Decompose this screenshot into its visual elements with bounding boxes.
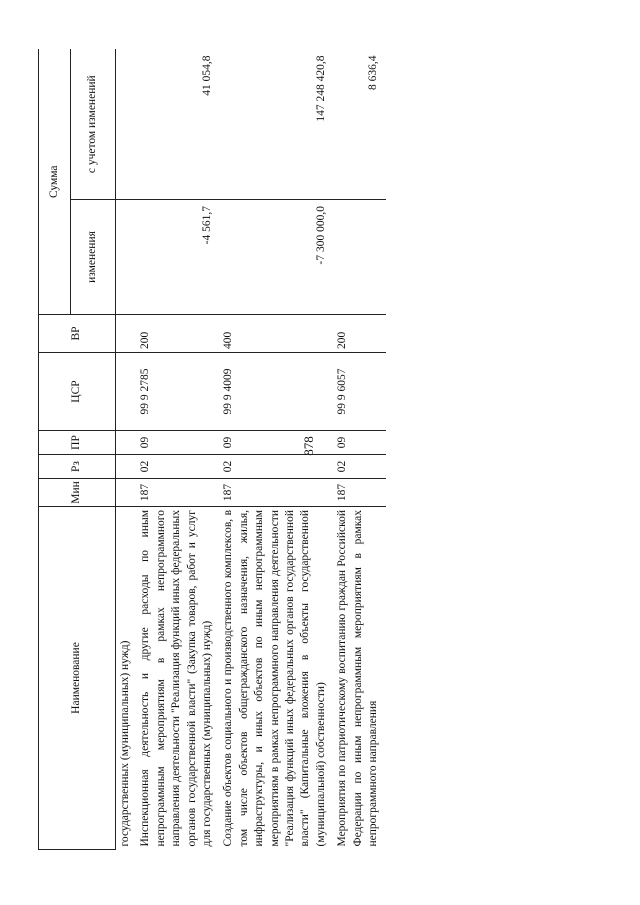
row-pr [116, 431, 137, 455]
row-rz: 02 [136, 455, 219, 479]
header-min: Мин [39, 479, 116, 507]
row-csr: 99 9 2785 [136, 353, 219, 431]
row-csr [116, 353, 137, 431]
row-vr [116, 315, 137, 353]
table-row [116, 49, 137, 849]
row-vr: 200 [136, 315, 219, 353]
row-total: 41 054,8 [201, 55, 214, 96]
row-name: Инспекционная деятельность и другие расходы по иным непрограммным мероприятиям в рамках непрограммного направления деятельности "Реализация функций иных федеральных органов государственной власти" (Закупка товаров, работ и услуг для государственных (муниципальных) нужд) [136, 507, 219, 850]
header-change: изменения [71, 200, 116, 315]
row-change: -4 561,7 [136, 200, 219, 315]
row-rz [116, 455, 137, 479]
table-row [136, 49, 219, 849]
header-name: Наименование [39, 507, 116, 850]
row-pr: 09 [333, 431, 385, 455]
row-csr: 99 9 4009 [219, 353, 333, 431]
row-min: 187 [136, 479, 219, 507]
row-name: Мероприятия по патриотическому воспитанию граждан Российской Федерации по иным непрограммным мероприятиям в рамках непрограммного направления [333, 507, 385, 850]
row-change [333, 200, 385, 315]
row-vr: 200 [333, 315, 385, 353]
row-name: Создание объектов социального и производственного комплексов, в том числе объектов общегражданского назначения, жилья, инфраструктуры, и иных объектов по иным непрограммным мероприятиям в рамках непрограммного направления деятельности "Реализация функций иных федеральных органов государственной власти" (Капитальные вложения в объекты государственной (муниципальной) собственности) [219, 507, 333, 850]
budget-table [38, 49, 386, 850]
header-csr: ЦСР [39, 353, 116, 431]
table-row [219, 49, 333, 849]
row-vr: 400 [219, 315, 333, 353]
header-vr: ВР [39, 315, 116, 353]
row-pr: 09 [136, 431, 219, 455]
row-rz: 02 [219, 455, 333, 479]
row-total: 147 248 420,8 [314, 55, 327, 122]
header-rz: Рз [39, 455, 116, 479]
row-csr: 99 9 6057 [333, 353, 385, 431]
row-total [116, 49, 137, 199]
rotated-page [38, 50, 583, 850]
row-min: 187 [333, 479, 385, 507]
page-number: 878 [301, 436, 316, 456]
row-change [116, 200, 137, 315]
header-sum: Сумма [39, 49, 71, 314]
row-min: 187 [219, 479, 333, 507]
row-name: государственных (муниципальных) нужд) [116, 507, 137, 850]
row-rz: 02 [333, 455, 385, 479]
header-pr: ПР [39, 431, 116, 455]
row-min [116, 479, 137, 507]
header-with-change: с учетом изменений [71, 49, 116, 199]
row-total: 8 636,4 [367, 55, 380, 90]
row-pr: 09 [219, 431, 333, 455]
table-row [333, 49, 385, 849]
row-change: -7 300 000,0 [219, 200, 333, 315]
